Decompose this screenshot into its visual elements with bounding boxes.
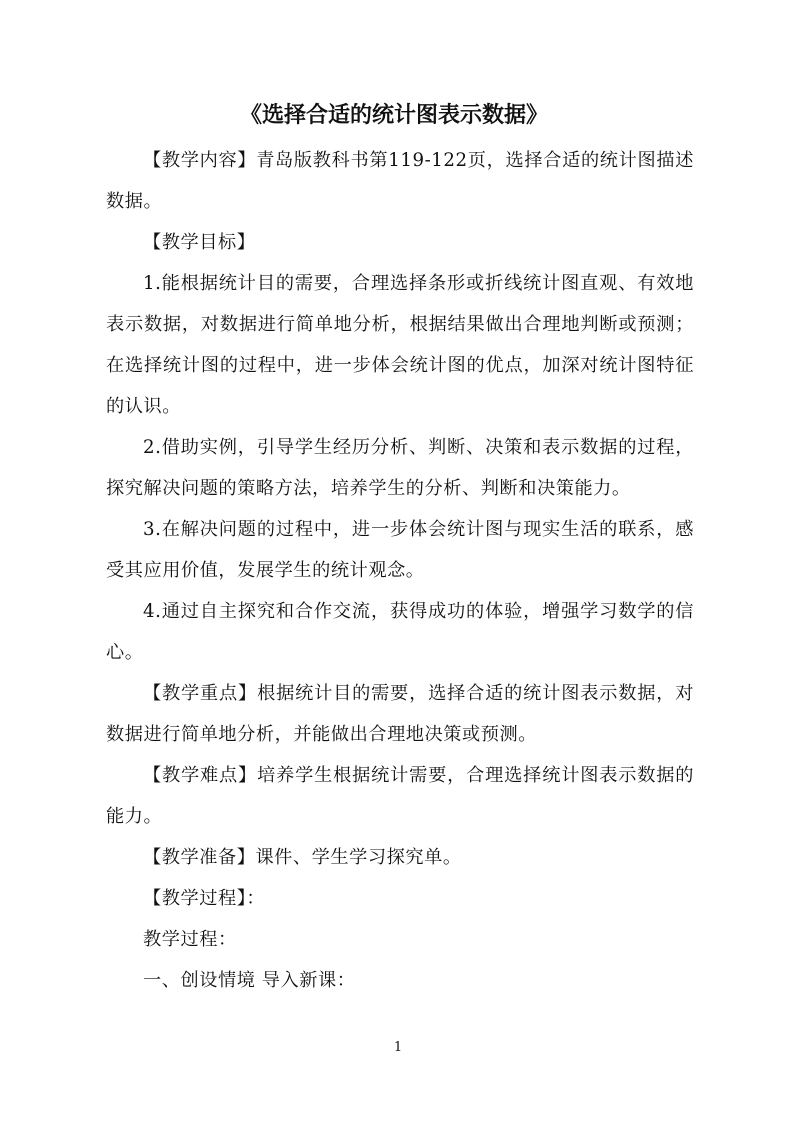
- paragraph-text: 一、创设情境 导入新课：: [143, 970, 356, 991]
- paragraph-objective-1: [106, 263, 694, 427]
- paragraph-text: 3.在解决问题的过程中，进一步体会统计图与现实生活的联系，感受其应用价值，发展学生的统计观念。: [106, 519, 694, 581]
- paragraph-text: 培养学生根据统计需要，合理选择统计图表示数据的能力。: [106, 765, 694, 827]
- document-title: 《选择合适的统计图表示数据》: [240, 103, 549, 128]
- page-number: 1: [393, 1040, 403, 1055]
- section-label-objectives: 【教学目标】: [143, 232, 256, 253]
- paragraph-objective-3: [106, 509, 694, 591]
- paragraph-key-points: [106, 673, 694, 755]
- document-body: [106, 140, 694, 1001]
- paragraph-step-1: [106, 960, 694, 1001]
- paragraph-process-heading: [106, 878, 694, 919]
- paragraph-text: 青岛版教科书第119-122页，选择合适的统计图描述数据。: [106, 150, 694, 212]
- paragraph-text: ：: [246, 888, 266, 909]
- paragraph-text: 课件、学生学习探究单。: [255, 847, 462, 868]
- section-label-content: 【教学内容】: [143, 150, 257, 171]
- paragraph-process-subheading: [106, 919, 694, 960]
- paragraph-text: 2.借助实例，引导学生经历分析、判断、决策和表示数据的过程，探究解决问题的策略方法，培养学生的分析、判断和决策能力。: [106, 437, 694, 499]
- paragraph-text: 教学过程：: [143, 929, 237, 950]
- paragraph-difficulties: [106, 755, 694, 837]
- paragraph-content: [106, 140, 694, 222]
- section-label-difficulties: 【教学难点】: [143, 765, 258, 786]
- paragraph-objective-4: [106, 591, 694, 673]
- paragraph-objective-2: [106, 427, 694, 509]
- paragraph-text: 根据统计目的需要，选择合适的统计图表示数据，对数据进行简单地分析，并能做出合理地决策或预测。: [106, 683, 694, 745]
- section-label-key-points: 【教学重点】: [143, 683, 258, 704]
- paragraph-preparation: [106, 837, 694, 878]
- paragraph-objectives-heading: [106, 222, 694, 263]
- section-label-process: 【教学过程】: [143, 888, 247, 909]
- paragraph-text: 4.通过自主探究和合作交流，获得成功的体验，增强学习数学的信心。: [106, 601, 694, 663]
- section-label-preparation: 【教学准备】: [143, 847, 256, 868]
- paragraph-text: 1.能根据统计目的需要，合理选择条形或折线统计图直观、有效地表示数据，对数据进行简单地分析，根据结果做出合理地判断或预测；在选择统计图的过程中，进一步体会统计图的优点，加深对统计图特征的认识。: [106, 273, 694, 417]
